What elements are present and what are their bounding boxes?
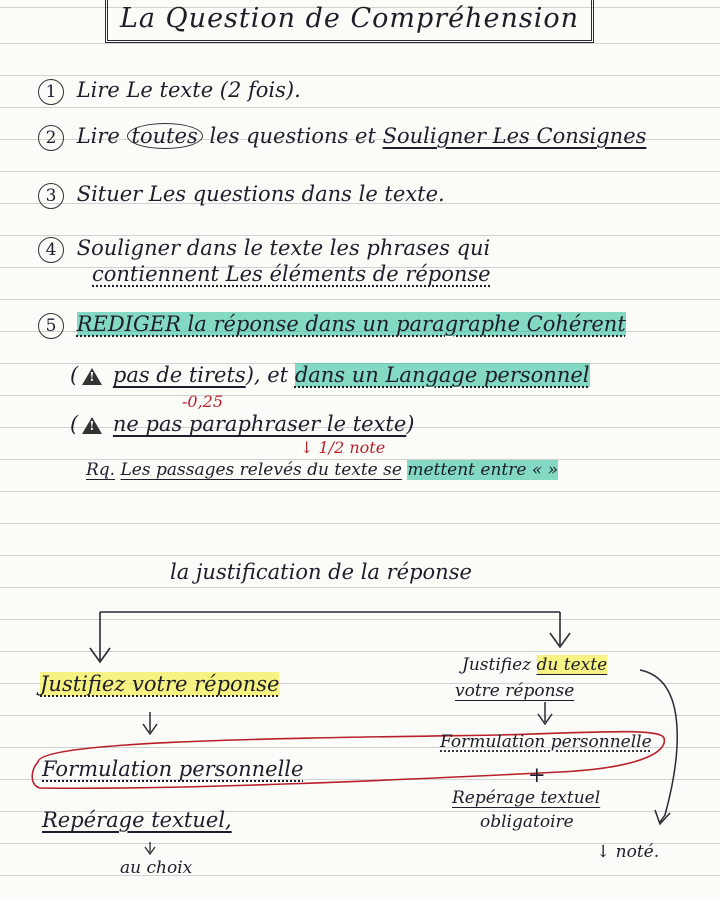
penalty-2: ↓ 1/2 note [300,438,386,457]
step-text-prefix: Lire [76,124,120,148]
left-mid: Formulation personnelle [42,757,304,781]
note-1-a: pas de tirets [112,363,246,387]
left-top-text: Justifiez votre réponse [40,672,280,696]
right-top-a: Justifiez [462,655,537,675]
step-text: Lire Le texte (2 fois). [76,78,301,102]
paren-open: ( [70,363,79,387]
remark-text: Les passages relevés du texte se [120,460,402,480]
right-footer: ↓ noté. [596,842,660,862]
plus-sign: + [528,763,546,787]
step-number: 2 [38,125,64,151]
remark-highlight: mettent entre « » [407,460,559,480]
left-top [40,672,279,696]
paren-open: ( [70,412,79,436]
underlined-text: Souligner Les Consignes [382,124,647,148]
note-1-b: ), et [245,363,289,387]
note-2-text: ne pas paraphraser le texte [112,412,407,436]
penalty-1: -0,25 [182,392,224,411]
note-1-c: dans un Langage personnel [294,363,590,387]
justification-heading: la justification de la réponse [170,560,472,584]
right-top-2: votre réponse [455,681,575,701]
right-top [462,655,607,675]
step-text-middle: les questions et [209,124,376,148]
page-title: La Question de Compréhension [119,3,580,34]
remark-label: Rq. [86,460,116,480]
step-text-line1: Souligner dans le texte les phrases qui [76,236,491,260]
left-footer: au choix [120,858,193,878]
right-top-b: du texte [536,655,608,675]
step-number: 1 [38,79,64,105]
left-bottom: Repérage textuel, [42,808,232,832]
right-mid: Formulation personnelle [440,732,652,752]
paren-close: ) [406,412,415,436]
step-number: 3 [38,183,64,209]
step-text: Situer Les questions dans le texte. [76,182,445,206]
right-bottom-2: obligatoire [480,812,574,832]
step-4-line2: contiennent Les éléments de réponse [92,262,491,286]
step-number: 4 [38,237,64,263]
highlighted-text: REDIGER la réponse dans un paragraphe Cohérent [76,312,626,336]
step-number: 5 [38,313,64,339]
circled-word: toutes [127,123,203,149]
right-bottom: Repérage textuel [452,788,601,808]
